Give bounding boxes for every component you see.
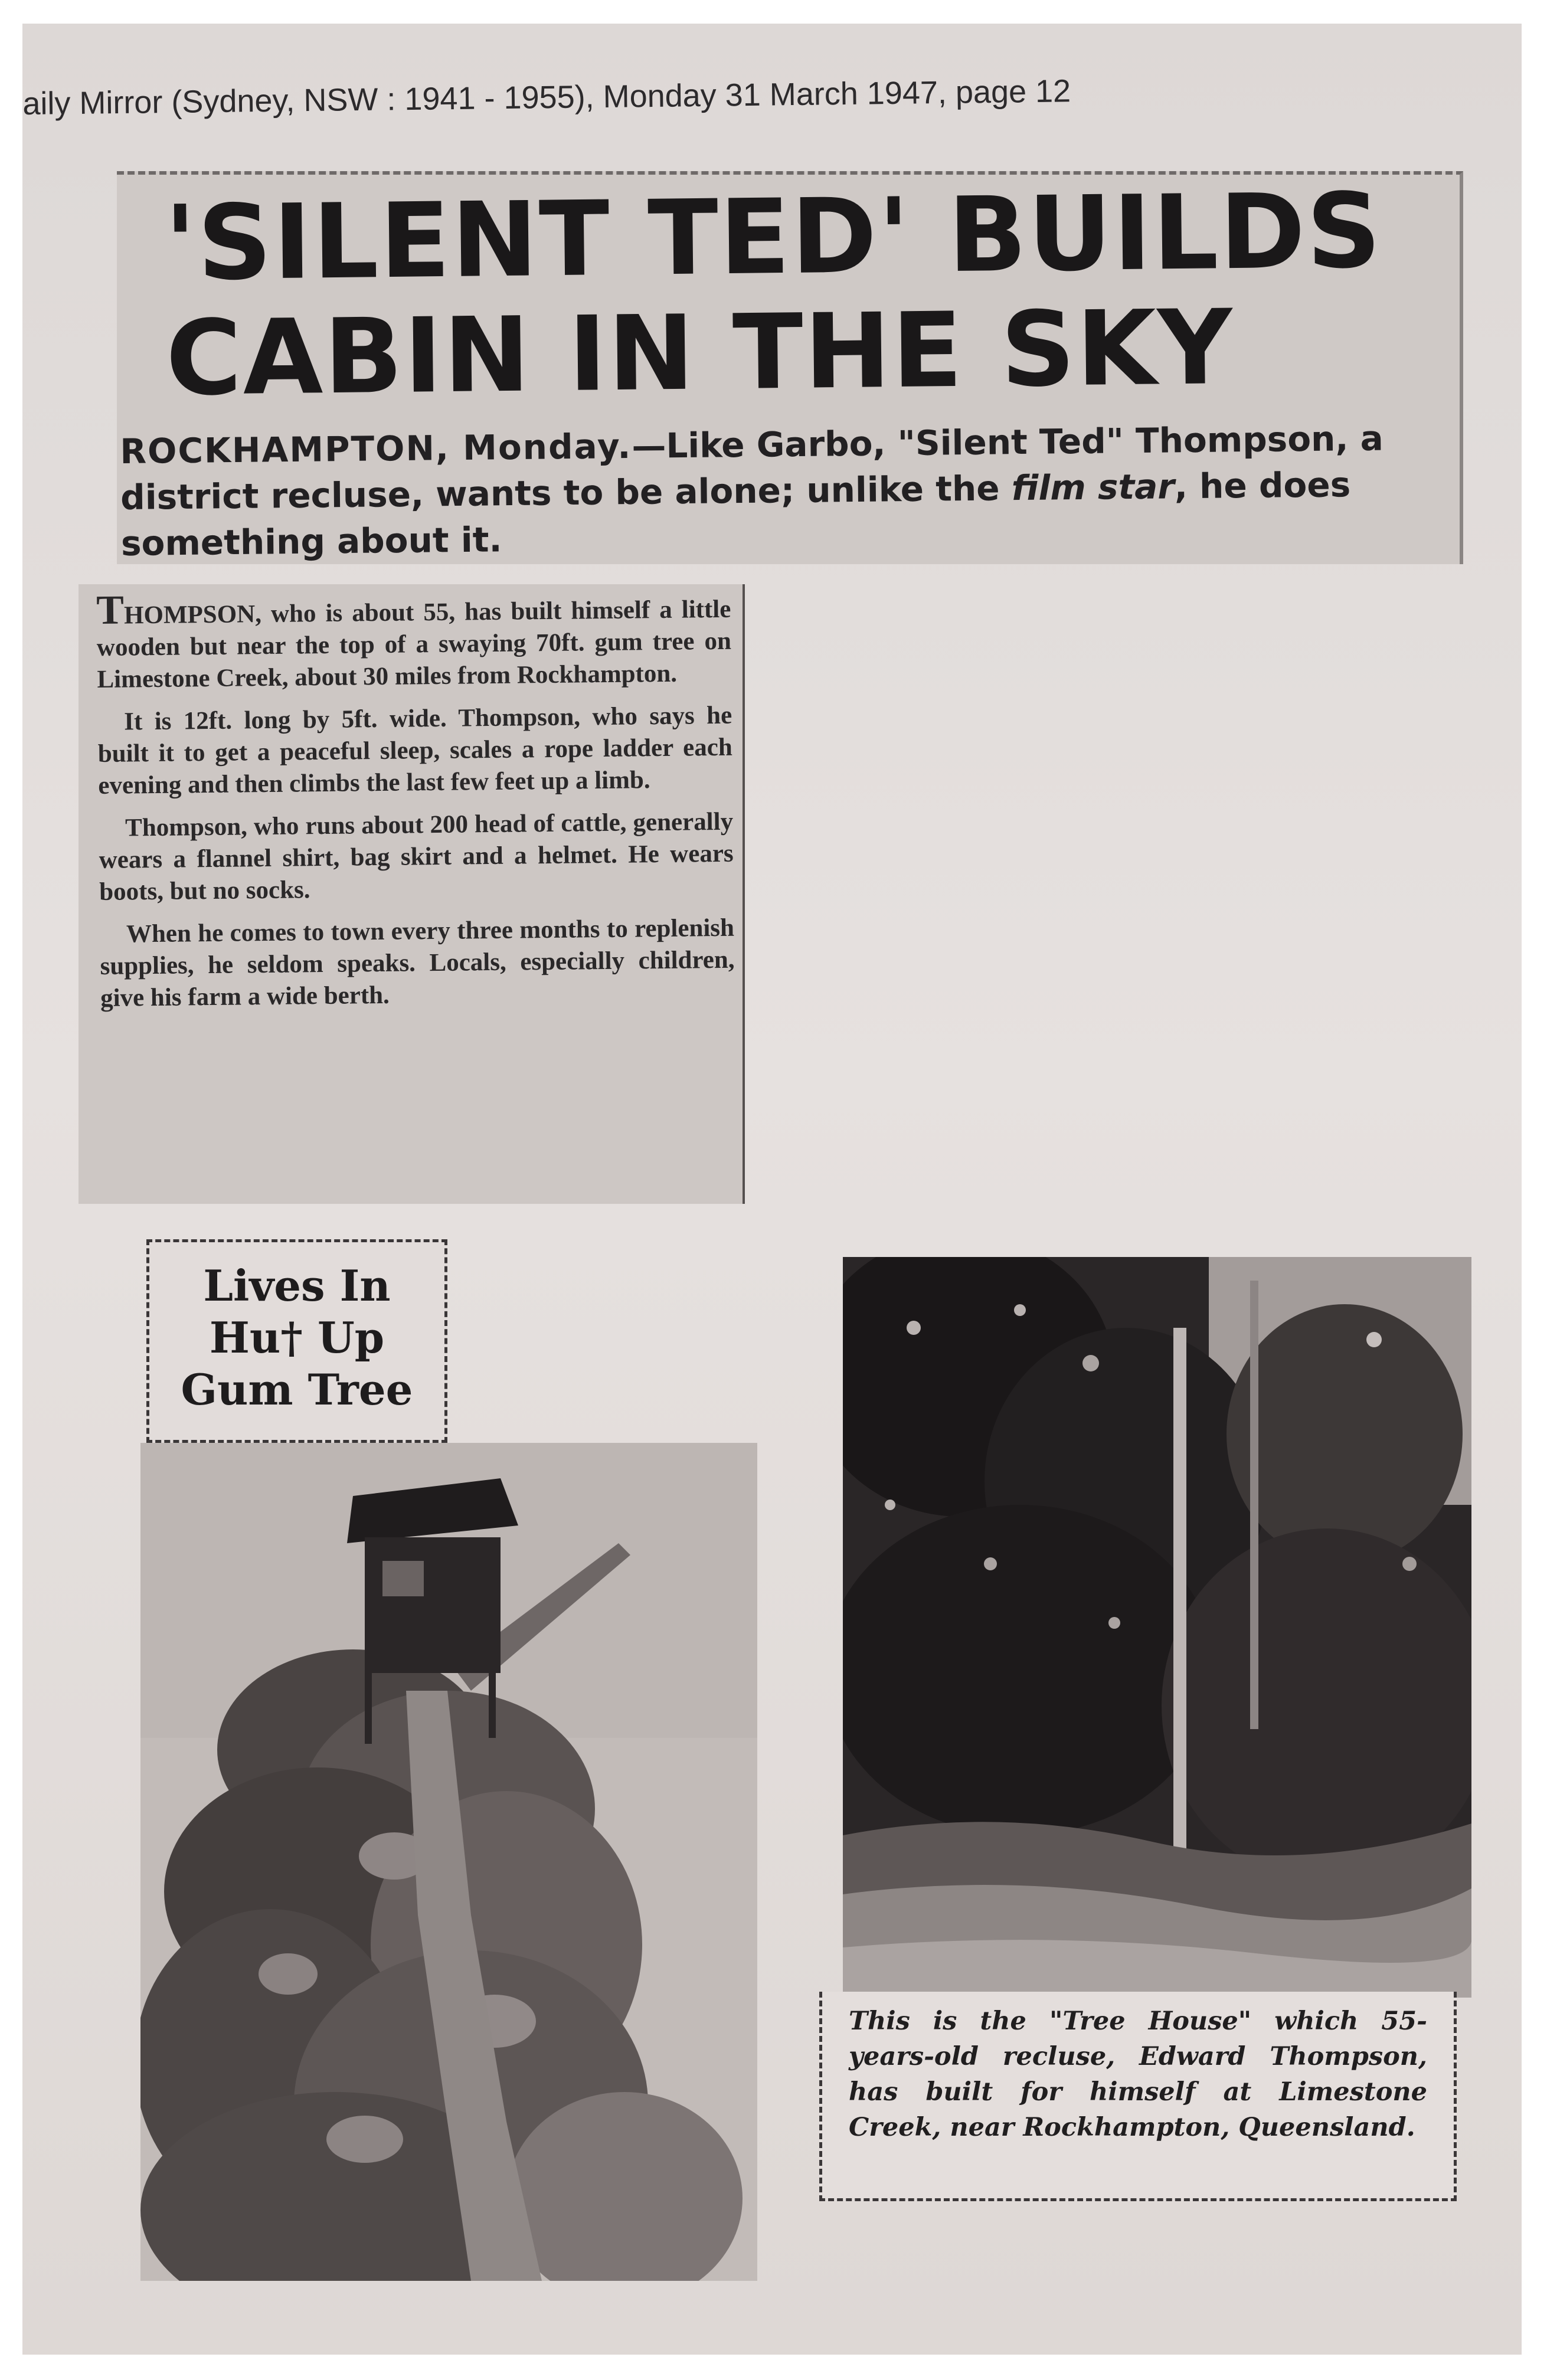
article-body-column	[79, 584, 745, 1204]
headline	[163, 171, 1435, 419]
lede-paragraph	[120, 415, 1443, 567]
headline-block	[117, 171, 1463, 564]
subheading-line-1: Lives In	[203, 1261, 391, 1311]
lede-text-before: —Like Garbo, "Silent Ted" Thompson, a district recluse, wants to be alone; unlike the	[120, 418, 1384, 518]
subheading-box	[146, 1239, 447, 1443]
lede-italic: film star	[1011, 466, 1175, 509]
body-paragraph-1-text: HOMPSON, who is about 55, has built himself a little wooden but near the top of a swaying 70ft. gum tree on Limestone Creek, about 30 miles from Rockhampton.	[96, 595, 732, 693]
subheading-line-3: Gum Tree	[181, 1364, 413, 1415]
source-citation: aily Mirror (Sydney, NSW : 1941 - 1955), Monday 31 March 1947, page 12	[22, 73, 1071, 122]
body-paragraph-3: Thompson, who runs about 200 head of cattle, generally wears a flannel shirt, bag skirt and a helmet. He wears boots, but no socks.	[99, 807, 734, 906]
lede-dateline: ROCKHAMPTON, Monday.	[120, 425, 632, 472]
body-paragraph-1	[96, 587, 732, 696]
lede-text-after: , he does something about it.	[120, 464, 1351, 564]
tree-hut-photo-image	[140, 1443, 757, 2281]
forest-tree-house-photo	[843, 1257, 1471, 1998]
subheading	[167, 1260, 427, 1416]
photo-caption-box	[819, 1992, 1457, 2201]
body-paragraph-4: When he comes to town every three months to replenish supplies, he seldom speaks. Locals, especially children, give his farm a wide berth.	[100, 914, 735, 1012]
newspaper-clipping-sheet	[22, 24, 1522, 2355]
article-body-text	[96, 587, 735, 1025]
drop-cap: T	[96, 587, 125, 633]
body-paragraph-2: It is 12ft. long by 5ft. wide. Thompson, who says he built it to get a peaceful sleep, scales a rope ladder each evening and then climbs the last few feet up a limb.	[97, 701, 732, 800]
photo-caption: This is the "Tree House" which 55-years-old recluse, Edward Thompson, has built for himself at Limestone Creek, near Rockhampton, Queensland.	[849, 2006, 1427, 2142]
tree-hut-photo	[140, 1443, 757, 2281]
headline-line-2: CABIN IN THE SKY	[165, 288, 1234, 419]
headline-line-1: 'SILENT TED' BUILDS	[163, 171, 1383, 304]
forest-tree-house-photo-image	[843, 1257, 1471, 1998]
subheading-line-2: Hu† Up	[209, 1312, 385, 1363]
